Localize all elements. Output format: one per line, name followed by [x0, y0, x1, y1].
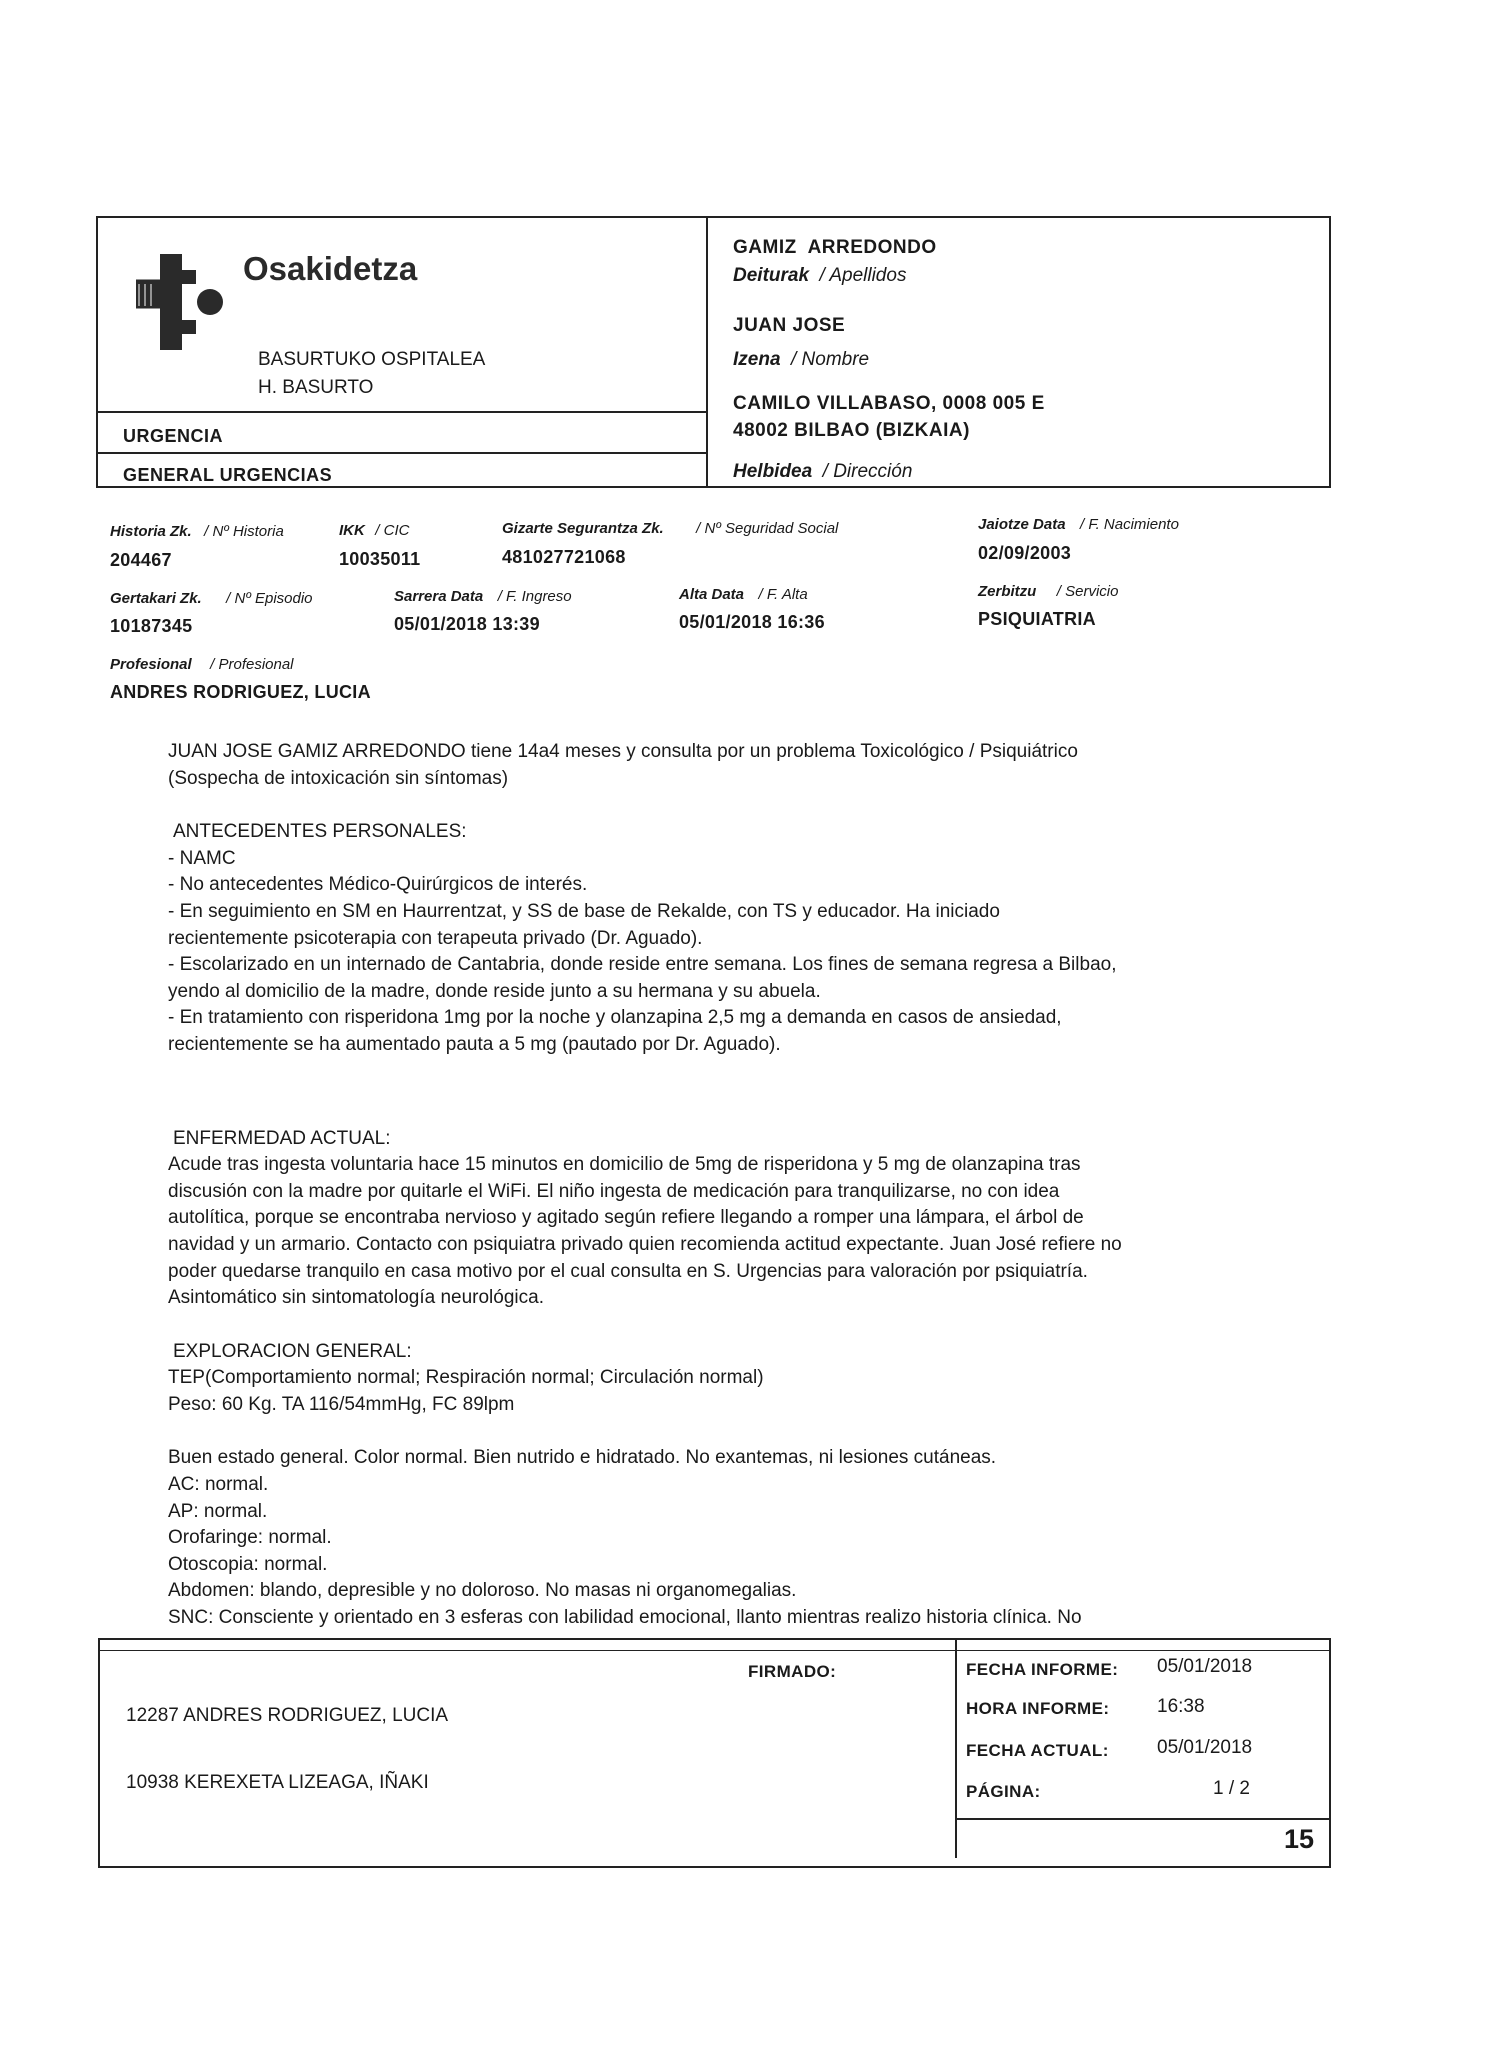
report-date-value: 05/01/2018 — [1157, 1656, 1253, 1677]
ikk-label — [339, 522, 409, 540]
address-label-es: / Dirección — [822, 461, 913, 482]
hospital-short-name: H. BASURTO — [258, 377, 374, 398]
birth-value: 02/09/2003 — [978, 543, 1072, 563]
historia-label — [110, 523, 284, 541]
report-time-label: HORA INFORME: — [966, 1699, 1110, 1718]
signed-label: FIRMADO: — [748, 1662, 837, 1681]
current-date-label: FECHA ACTUAL: — [966, 1741, 1109, 1760]
professional-label-es: / Profesional — [210, 656, 294, 673]
admission-label-eu: Sarrera Data — [394, 588, 484, 605]
admission-label — [394, 588, 572, 606]
footer-inner-line — [98, 1650, 1331, 1651]
name-label-es: / Nombre — [790, 349, 870, 370]
admission-label-es: / F. Ingreso — [497, 588, 572, 605]
page-label: PÁGINA: — [966, 1782, 1041, 1801]
name-value: JUAN JOSE — [733, 315, 846, 336]
ss-value: 481027721068 — [502, 547, 626, 567]
signer-1: 12287 ANDRES RODRIGUEZ, LUCIA — [126, 1705, 449, 1726]
surname-label — [733, 265, 906, 287]
service-label — [978, 583, 1118, 601]
exam-line: Orofaringe: normal. — [168, 1527, 332, 1549]
exam-line: AP: normal. — [168, 1500, 268, 1522]
department: URGENCIA — [123, 426, 224, 446]
discharge-label-es: / F. Alta — [758, 586, 808, 603]
address-label — [733, 461, 912, 483]
enfermedad-line: autolítica, porque se encontraba nervioso y agitado según refiere llegando a romper una lámpara, el árbol de — [168, 1207, 1084, 1229]
signer-2: 10938 KEREXETA LIZEAGA, IÑAKI — [126, 1772, 429, 1793]
antecedentes-line: - En tratamiento con risperidona 1mg por la noche y olanzapina 2,5 mg a demanda en casos de ansiedad, — [168, 1007, 1062, 1029]
exam-line: SNC: Consciente y orientado en 3 esferas con labilidad emocional, llanto mientras realizo historia clínica. No — [168, 1607, 1082, 1629]
exam-line: Otoscopia: normal. — [168, 1553, 328, 1575]
page-value: 1 / 2 — [1213, 1778, 1250, 1799]
enfermedad-line: navidad y un armario. Contacto con psiquiatra privado quien recomienda actitud expectante. Juan José refiere no — [168, 1233, 1122, 1255]
professional-label-eu: Profesional — [110, 656, 192, 673]
antecedentes-title: ANTECEDENTES PERSONALES: — [173, 821, 467, 843]
surname-value: GAMIZ ARREDONDO — [733, 237, 937, 258]
ss-label-es: / Nº Seguridad Social — [696, 520, 839, 537]
service-label-es: / Servicio — [1056, 583, 1119, 600]
current-date-value: 05/01/2018 — [1157, 1737, 1253, 1758]
osakidetza-logo — [136, 254, 228, 350]
report-date-label: FECHA INFORME: — [966, 1660, 1119, 1679]
ss-label-eu: Gizarte Segurantza Zk. — [502, 520, 664, 537]
enfermedad-title: ENFERMEDAD ACTUAL: — [173, 1127, 391, 1149]
service-value: PSIQUIATRIA — [978, 609, 1096, 629]
antecedentes-line: - NAMC — [168, 847, 236, 869]
name-label-eu: Izena — [733, 349, 781, 370]
discharge-value: 05/01/2018 16:36 — [679, 612, 825, 632]
antecedentes-line: - En seguimiento en SM en Haurrentzat, y SS de base de Rekalde, con TS y educador. Ha iniciado — [168, 900, 1000, 922]
enfermedad-line: Acude tras ingesta voluntaria hace 15 minutos en domicilio de 5mg de risperidona y 5 mg de olanzapina tras — [168, 1154, 1081, 1176]
ikk-value: 10035011 — [339, 549, 421, 569]
historia-label-es: / Nº Historia — [204, 523, 284, 540]
enfermedad-line: discusión con la madre por quitarle el WiFi. El niño ingesta de medicación para tranquilizarse, no con idea — [168, 1180, 1060, 1202]
admission-value: 05/01/2018 13:39 — [394, 614, 540, 634]
brand-name: Osakidetza — [243, 250, 418, 287]
episode-label-eu: Gertakari Zk. — [110, 590, 202, 607]
address-line2: 48002 BILBAO (BIZKAIA) — [733, 420, 970, 441]
professional-value: ANDRES RODRIGUEZ, LUCIA — [110, 682, 371, 702]
hospital-name: BASURTUKO OSPITALEA — [258, 349, 486, 370]
exam-line: AC: normal. — [168, 1474, 269, 1496]
ikk-label-es: / CIC — [375, 522, 410, 539]
exam-line: Abdomen: blando, depresible y no doloroso. No masas ni organomegalias. — [168, 1580, 797, 1602]
enfermedad-line: poder quedarse tranquilo en casa motivo por el cual consulta en S. Urgencias para valoración por psiquiatría. — [168, 1260, 1088, 1282]
address-label-eu: Helbidea — [733, 461, 813, 482]
intro-line: (Sospecha de intoxicación sin síntomas) — [168, 767, 509, 789]
header-divider — [706, 216, 708, 488]
service-label-eu: Zerbitzu — [978, 583, 1037, 600]
historia-label-eu: Historia Zk. — [110, 523, 192, 540]
exploracion-line: Peso: 60 Kg. TA 116/54mmHg, FC 89lpm — [168, 1393, 515, 1415]
surname-label-es: / Apellidos — [819, 265, 907, 286]
birth-label-es: / F. Nacimiento — [1080, 516, 1179, 533]
enfermedad-line: Asintomático sin sintomatología neurológica. — [168, 1287, 544, 1309]
antecedentes-line: recientemente psicoterapia con terapeuta privado (Dr. Aguado). — [168, 927, 703, 949]
professional-label — [110, 656, 294, 674]
episode-label-es: / Nº Episodio — [226, 590, 313, 607]
exploracion-line: TEP(Comportamiento normal; Respiración normal; Circulación normal) — [168, 1367, 764, 1389]
exploracion-title: EXPLORACION GENERAL: — [173, 1340, 412, 1362]
birth-label — [978, 516, 1179, 534]
dept-top-line — [96, 411, 707, 413]
episode-value: 10187345 — [110, 616, 193, 636]
episode-label — [110, 590, 313, 608]
footer-box — [98, 1638, 1331, 1868]
unit: GENERAL URGENCIAS — [123, 465, 333, 485]
unit-top-line — [96, 452, 707, 454]
ikk-label-eu: IKK — [339, 522, 365, 539]
sheet-number: 15 — [1284, 1824, 1315, 1854]
report-body — [168, 739, 1328, 1632]
footer-divider — [955, 1638, 957, 1858]
exam-line: Buen estado general. Color normal. Bien nutrido e hidratado. No exantemas, ni lesiones cutáneas. — [168, 1447, 997, 1469]
address-line1: CAMILO VILLABASO, 0008 005 E — [733, 393, 1045, 414]
intro-line: JUAN JOSE GAMIZ ARREDONDO tiene 14a4 meses y consulta por un problema Toxicológico / Psiquiátrico — [168, 741, 1078, 762]
discharge-label-eu: Alta Data — [679, 586, 745, 603]
surname-label-eu: Deiturak — [733, 265, 810, 286]
page-number-line — [955, 1818, 1331, 1820]
discharge-label — [679, 586, 808, 604]
antecedentes-line: recientemente se ha aumentado pauta a 5 mg (pautado por Dr. Aguado). — [168, 1033, 781, 1055]
ss-label — [502, 520, 838, 538]
name-label — [733, 349, 869, 371]
antecedentes-line: - No antecedentes Médico-Quirúrgicos de interés. — [168, 874, 588, 896]
antecedentes-line: yendo al domicilio de la madre, donde reside junto a su hermana y su abuela. — [168, 980, 821, 1002]
antecedentes-line: - Escolarizado en un internado de Cantabria, donde reside entre semana. Los fines de semana regresa a Bilbao, — [168, 954, 1117, 976]
report-time-value: 16:38 — [1157, 1696, 1205, 1717]
birth-label-eu: Jaiotze Data — [978, 516, 1066, 533]
historia-value: 204467 — [110, 550, 172, 570]
